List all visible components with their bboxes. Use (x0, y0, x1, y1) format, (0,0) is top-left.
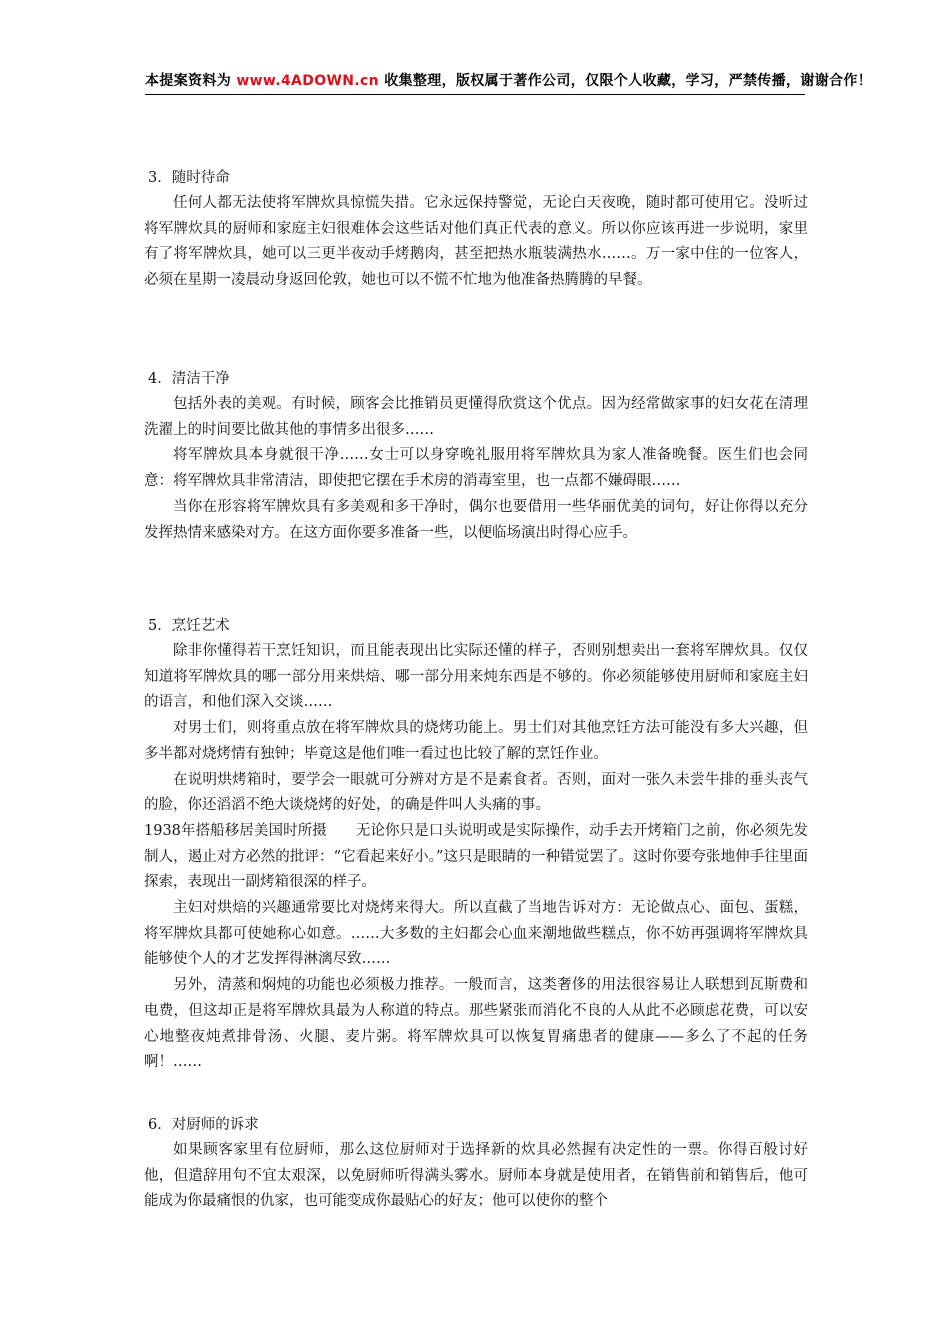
header-site-link[interactable]: www.4ADOWN.cn (236, 73, 379, 89)
paragraph: 除非你懂得若干烹饪知识，而且能表现出比实际还懂的样子，否则别想卖出一套将军牌炊具。仅仅知道将军牌炊具的哪一部分用来烘焙、哪一部分用来炖东西是不够的。你必须能够使用厨师和家庭主妇的语言，和他们深入交谈…… (144, 643, 808, 711)
header-rule (145, 94, 805, 95)
section-4 (144, 367, 808, 546)
paragraph: 将军牌炊具本身就很干净……女士可以身穿晚礼服用将军牌炊具为家人准备晚餐。医生们也会同意：将军牌炊具非常清洁，即使把它摆在手术房的消毒室里，也一点都不嫌碍眼…… (144, 447, 808, 490)
paragraph: 如果顾客家里有位厨师，那么这位厨师对于选择新的炊具必然握有决定性的一票。你得百般讨好他，但遣辞用句不宜太艰深，以免厨师听得满头雾水。厨师本身就是使用者，在销售前和销售后，他可能成为你最痛恨的仇家，也可能变成你最贴心的好友；他可以使你的整个 (144, 1142, 808, 1210)
photo-caption: 1938年搭船移居美国时所摄 (144, 822, 327, 839)
paragraph: 另外，清蒸和焖炖的功能也必须极力推荐。一般而言，这类奢侈的用法很容易让人联想到瓦斯费和电费，但这却正是将军牌炊具最为人称道的特点。那些紧张而消化不良的人从此不必顾虑花费，可以安心地整夜炖煮排骨汤、火腿、麦片粥。将军牌炊具可以恢复胃痛患者的健康——多么了不起的任务啊！…… (144, 977, 808, 1071)
section-heading: 6．对厨师的诉求 (148, 1117, 259, 1133)
paragraph: 任何人都无法使将军牌炊具惊慌失措。它永远保持警觉，无论白天夜晚，随时都可使用它。没听过将军牌炊具的厨师和家庭主妇很难体会这些话对他们真正代表的意义。所以你应该再进一步说明，家里有了将军牌炊具，她可以三更半夜动手烤鹅肉，甚至把热水瓶装满热水……。万一家中住的一位客人，必须在星期一凌晨动身返回伦敦，她也可以不慌不忙地为他准备热腾腾的早餐。 (144, 195, 808, 289)
section-3 (144, 166, 808, 294)
header-suffix: 收集整理，版权属于著作公司，仅限个人收藏，学习，严禁传播，谢谢合作！ (384, 73, 873, 89)
section-6 (144, 1113, 808, 1215)
captioned-paragraph (144, 819, 808, 896)
section-heading: 3．随时待命 (148, 170, 230, 186)
section-heading: 5．烹饪艺术 (148, 618, 230, 634)
section-heading: 4．清洁干净 (148, 371, 230, 387)
paragraph-text: 无论你只是口头说明或是实际操作，动手去开烤箱门之前，你必须先发制人，遏止对方必然的批评：“它看起来好小。”这只是眼睛的一种错觉罢了。这时你要夸张地伸手往里面探索，表现出一副烤箱很深的样子。 (144, 822, 809, 891)
section-5 (144, 614, 808, 1076)
page-header (145, 70, 945, 90)
paragraph: 在说明烘烤箱时，要学会一眼就可分辨对方是不是素食者。否则，面对一张久未尝牛排的垂头丧气的脸，你还滔滔不绝大谈烧烤的好处，的确是件叫人头痛的事。 (144, 771, 808, 814)
paragraph: 主妇对烘焙的兴趣通常要比对烧烤来得大。所以直截了当地告诉对方：无论做点心、面包、蛋糕，将军牌炊具都可使她称心如意。……大多数的主妇都会心血来潮地做些糕点，你不妨再强调将军牌炊具能够使个人的才艺发挥得淋漓尽致…… (144, 900, 808, 968)
header-prefix: 本提案资料为 (145, 73, 232, 89)
paragraph: 对男士们，则将重点放在将军牌炊具的烧烤功能上。男士们对其他烹饪方法可能没有多大兴趣，但多半都对烧烤情有独钟；毕竟这是他们唯一看过也比较了解的烹饪作业。 (144, 720, 808, 762)
paragraph: 当你在形容将军牌炊具有多美观和多干净时，偶尔也要借用一些华丽优美的词句，好让你得以充分发挥热情来感染对方。在这方面你要多准备一些，以便临场演出时得心应手。 (144, 498, 808, 541)
paragraph: 包括外表的美观。有时候，顾客会比推销员更懂得欣赏这个优点。因为经常做家事的妇女花在清理洗濯上的时间要比做其他的事情多出很多…… (144, 396, 808, 438)
